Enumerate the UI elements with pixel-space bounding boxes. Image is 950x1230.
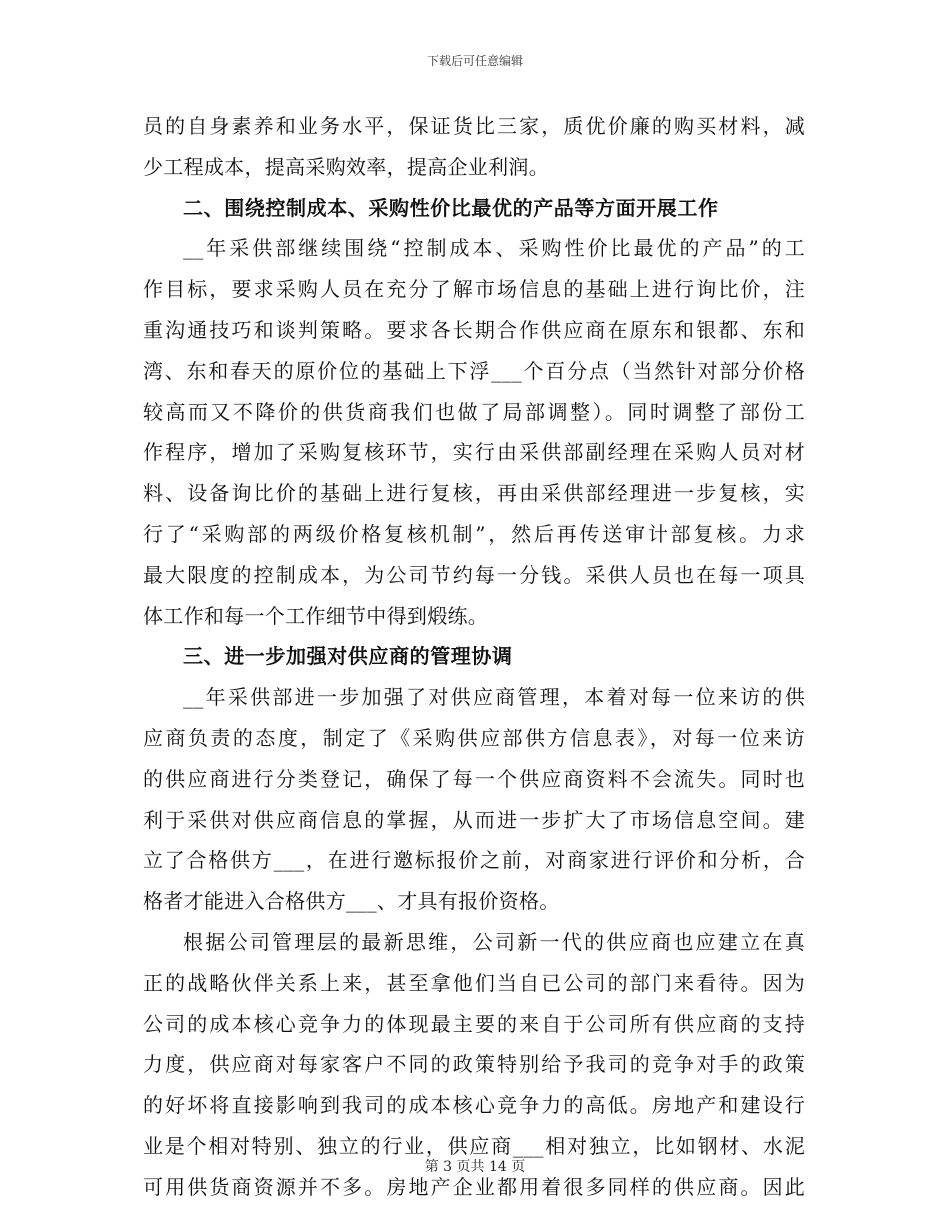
section-heading-2: 二、围绕控制成本、采购性价比最优的产品等方面开展工作 bbox=[183, 195, 719, 220]
paragraph-2 bbox=[143, 228, 805, 636]
text-line: 立了合格供方___，在进行邀标报价之前，对商家进行评价和分析，合 bbox=[143, 848, 805, 873]
paragraph-1 bbox=[143, 106, 805, 188]
text-line: 湾、东和春天的原价位的基础上下浮___个百分点（当然针对部分价格 bbox=[143, 358, 805, 383]
header-note: 下载后可任意编辑 bbox=[426, 54, 523, 68]
text-line: 员的自身素养和业务水平，保证货比三家，质优价廉的购买材料，减 bbox=[143, 114, 805, 138]
paragraph-3 bbox=[143, 677, 805, 922]
text-line: 最大限度的控制成本，为公司节约每一分钱。采供人员也在每一项具 bbox=[143, 562, 805, 587]
text-line: 较高而又不降价的供货商我们也做了局部调整）。同时调整了部份工 bbox=[143, 399, 805, 424]
text-line: 格者才能进入合格供方___、才具有报价资格。 bbox=[143, 889, 560, 914]
text-line: 可用供货商资源并不多。房地产企业都用着很多同样的供应商。因此 bbox=[143, 1174, 805, 1199]
section-heading-3: 三、进一步加强对供应商的管理协调 bbox=[183, 644, 513, 669]
text-line: 公司的成本核心竞争力的体现最主要的来自于公司所有供应商的支持 bbox=[143, 1011, 805, 1036]
text-line: __年采供部进一步加强了对供应商管理，本着对每一位来访的供 bbox=[183, 685, 805, 710]
text-line: 料、设备询比价的基础上进行复核，再由采供部经理进一步复核，实 bbox=[143, 481, 805, 506]
page-number: 第 3 页共 14 页 bbox=[424, 1159, 526, 1175]
text-line: 少工程成本，提高采购效率，提高企业利润。 bbox=[143, 154, 549, 179]
text-line: 力度，供应商对每家客户不同的政策特别给予我司的竞争对手的政策 bbox=[143, 1052, 805, 1077]
text-line: 重沟通技巧和谈判策略。要求各长期合作供应商在原东和银都、东和 bbox=[143, 317, 805, 342]
text-line: 的好坏将直接影响到我司的成本核心竞争力的高低。房地产和建设行 bbox=[143, 1093, 805, 1118]
text-line: 的供应商进行分类登记，确保了每一个供应商资料不会流失。同时也 bbox=[143, 766, 805, 791]
text-line: 根据公司管理层的最新思维，公司新一代的供应商也应建立在真 bbox=[183, 929, 805, 954]
text-line: 正的战略伙伴关系上来，甚至拿他们当自已公司的部门来看待。因为 bbox=[143, 970, 805, 995]
text-line: 行了“采购部的两级价格复核机制”，然后再传送审计部复核。力求 bbox=[143, 521, 805, 546]
text-line: 作目标，要求采购人员在充分了解市场信息的基础上进行询比价，注 bbox=[143, 277, 805, 302]
text-line: 业是个相对特别、独立的行业，供应商___相对独立，比如钢材、水泥 bbox=[143, 1133, 805, 1158]
text-line: 作程序，增加了采购复核环节，实行由采供部副经理在采购人员对材 bbox=[143, 440, 805, 465]
text-line: __年采供部继续围绕“控制成本、采购性价比最优的产品”的工 bbox=[183, 236, 805, 261]
text-line: 体工作和每一个工作细节中得到煅练。 bbox=[143, 603, 489, 628]
text-line: 利于采供对供应商信息的掌握，从而进一步扩大了市场信息空间。建 bbox=[143, 807, 805, 832]
document-body bbox=[143, 106, 805, 1208]
text-line: 应商负责的态度，制定了《采购供应部供方信息表》，对每一位来访 bbox=[143, 725, 805, 750]
